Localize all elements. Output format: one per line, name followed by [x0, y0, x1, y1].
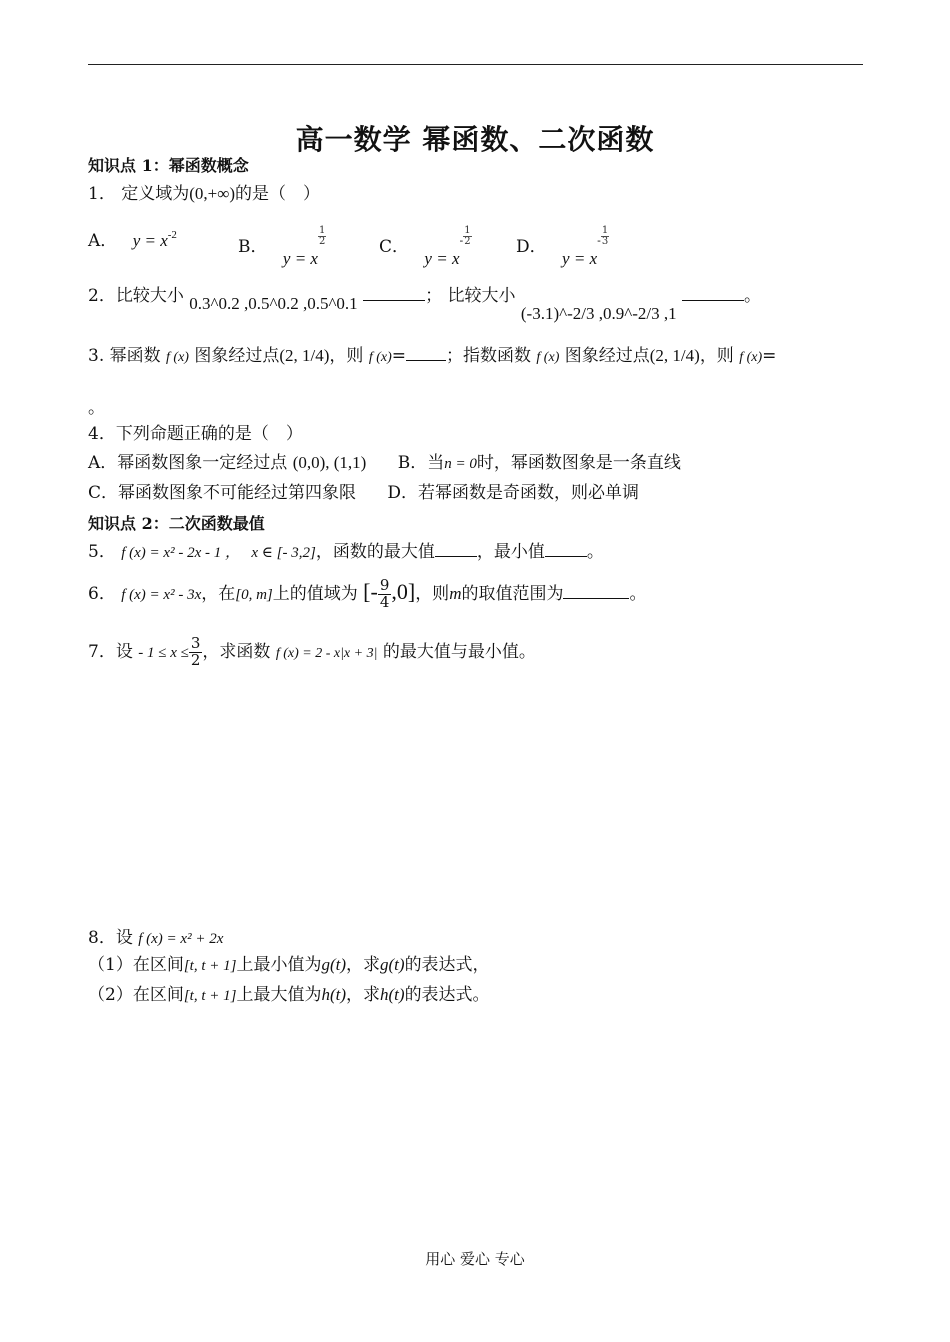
- q6-range-open: [-: [363, 578, 378, 604]
- q1-option-d: [516, 225, 609, 268]
- range-den: 4: [379, 592, 390, 611]
- option-expr: y = x: [562, 249, 598, 268]
- q4-option-c: C．幂函数图象不可能经过第四象限: [88, 483, 357, 503]
- q6-range-close: ,0]: [391, 578, 416, 604]
- exp-den: 2: [464, 236, 471, 247]
- q7-text: 设: [115, 641, 133, 662]
- q7-condition: - 1 ≤ x ≤: [138, 644, 189, 661]
- q1-text: 定义域为: [121, 184, 190, 204]
- q6-text: ，则: [415, 583, 450, 604]
- q3-blank-1[interactable]: [406, 348, 446, 361]
- exp-sign: -: [459, 234, 464, 247]
- q2-blank-2[interactable]: [682, 288, 744, 301]
- q8-g: g(t): [321, 955, 347, 974]
- q4-option-b: B．当: [397, 453, 445, 473]
- page-title: 高一数学 幂函数、二次函数: [295, 123, 655, 156]
- period: 。: [586, 542, 604, 562]
- q4-condition: n = 0: [444, 456, 477, 472]
- q1-option-b: [238, 225, 326, 268]
- q3-point: (2, 1/4): [279, 346, 330, 365]
- q2-values-1: 0.3^0.2 ,0.5^0.2 ,0.5^0.1: [189, 294, 358, 313]
- exp-num: 1: [318, 225, 326, 236]
- q3-text: ，则: [329, 346, 364, 366]
- option-exponent: -2: [167, 229, 177, 241]
- q4-points: (0,0), (1,1): [292, 453, 367, 472]
- q8-text: 的表达式。: [404, 985, 490, 1005]
- exp-sign: -: [597, 234, 601, 247]
- q6-number: 6．: [88, 583, 116, 604]
- q3-point: (2, 1/4): [649, 346, 700, 365]
- question-7: [88, 636, 536, 669]
- q3-func: f (x): [368, 350, 392, 365]
- q3-func: f (x): [536, 350, 560, 365]
- q6-interval: [0, m]: [235, 586, 273, 603]
- q2-values-2: (-3.1)^-2/3 ,0.9^-2/3 ,1: [520, 304, 677, 323]
- question-4: 4．下列命题正确的是（ ）: [88, 424, 303, 444]
- q6-text: 上的值域为: [272, 583, 358, 604]
- period: 。: [629, 583, 647, 604]
- equals: =: [391, 346, 407, 366]
- question-6: [88, 578, 646, 611]
- q1-option-c: [379, 225, 472, 268]
- q8-h: h(t): [321, 985, 347, 1004]
- q4-options-cd: [88, 483, 639, 503]
- q6-text: ，在: [201, 583, 236, 604]
- question-2: [88, 286, 762, 323]
- q8-interval: [t, t + 1]: [183, 958, 237, 974]
- option-label: D．: [516, 237, 547, 257]
- q6-blank[interactable]: [563, 586, 629, 599]
- option-expr: y = x: [132, 231, 168, 250]
- q3-text: 图象经过点: [194, 346, 280, 366]
- q1-number: 1．: [88, 184, 116, 204]
- q8-interval: [t, t + 1]: [183, 988, 237, 1004]
- q4-option-d: D．若幂函数是奇函数，则必单调: [387, 483, 640, 503]
- q3-text: ；指数函数: [446, 346, 532, 366]
- q4-options-ab: [88, 453, 681, 473]
- q8-number: 8．: [88, 928, 116, 948]
- q8-text: （1）在区间: [88, 955, 184, 975]
- q3-func: f (x): [739, 350, 763, 365]
- q8-text: 上最大值为: [236, 985, 322, 1005]
- q2-text-2: 比较大小: [447, 286, 516, 306]
- q6-text: 的取值范围为: [461, 583, 564, 604]
- q5-function: f (x) = x² - 2x - 1 ，: [121, 545, 240, 561]
- q8-g: g(t): [380, 955, 405, 974]
- q3-end: 。: [88, 398, 105, 418]
- q7-text: ，求函数: [202, 641, 271, 662]
- q8-text: ，求: [346, 955, 381, 975]
- page-footer: 用心 爱心 专心: [425, 1250, 525, 1268]
- separator: ；: [425, 286, 443, 306]
- exp-num: 1: [601, 225, 609, 236]
- q8-text: 的表达式，: [404, 955, 490, 975]
- option-expr: y = x: [424, 249, 460, 268]
- q3-text: ，则: [699, 346, 734, 366]
- q6-function: f (x) = x² - 3x: [121, 586, 202, 603]
- q8-text: （2）在区间: [88, 985, 184, 1005]
- q1-domain: (0,+∞): [189, 184, 236, 203]
- q8-text: 上最小值为: [236, 955, 322, 975]
- q5-blank-max[interactable]: [435, 544, 477, 557]
- q3-text: 3. 幂函数: [88, 346, 161, 366]
- option-expr: y = x: [282, 249, 318, 268]
- header-rule: [88, 64, 863, 65]
- q5-text: ，最小值: [476, 542, 545, 562]
- q8-part-2: [88, 985, 490, 1005]
- range-num: 9: [379, 576, 390, 594]
- q4-option-b-text: 时，幂函数图象是一条直线: [476, 453, 681, 473]
- exp-num: 1: [464, 225, 471, 236]
- cond-num: 3: [190, 634, 201, 652]
- question-3: [88, 346, 776, 367]
- q4-option-a: A．幂函数图象一定经过点: [88, 453, 288, 473]
- q7-number: 7．: [88, 641, 116, 662]
- exp-den: 2: [318, 236, 326, 247]
- section-heading-2: 知识点 2：二次函数最值: [88, 514, 265, 533]
- q3-func: f (x): [166, 350, 189, 365]
- q2-number: 2．: [88, 286, 116, 306]
- option-label: A．: [88, 231, 118, 251]
- question-8: [88, 928, 223, 948]
- q7-text: 的最大值与最小值。: [382, 641, 536, 662]
- q2-text: 比较大小: [115, 286, 184, 306]
- option-label: C．: [379, 237, 410, 257]
- q7-function: f (x) = 2 - x|x + 3|: [275, 645, 378, 661]
- q5-number: 5．: [88, 542, 116, 562]
- q1-option-a: [88, 226, 177, 251]
- option-label: B．: [238, 237, 268, 257]
- q5-text: ，函数的最大值: [315, 542, 435, 562]
- equals: =: [762, 346, 777, 366]
- q8-part-1: [88, 955, 490, 975]
- cond-den: 2: [190, 650, 201, 669]
- q8-h: h(t): [380, 985, 405, 1004]
- question-1: [88, 184, 320, 204]
- q6-variable: m: [449, 583, 462, 603]
- q8-function: f (x) = x² + 2x: [138, 931, 224, 947]
- q3-text: 图象经过点: [564, 346, 650, 366]
- question-5: [88, 542, 604, 562]
- section-heading-1: 知识点 1：幂函数概念: [88, 156, 249, 175]
- q2-blank-1[interactable]: [363, 288, 425, 301]
- q1-tail: 的是（ ）: [235, 184, 321, 204]
- exp-den: 3: [601, 236, 609, 247]
- q8-text: ，求: [346, 985, 381, 1005]
- q5-blank-min[interactable]: [545, 544, 587, 557]
- period: 。: [744, 286, 762, 306]
- q5-domain: x ∈ [- 3,2]: [251, 545, 316, 561]
- q8-text: 设: [115, 928, 133, 948]
